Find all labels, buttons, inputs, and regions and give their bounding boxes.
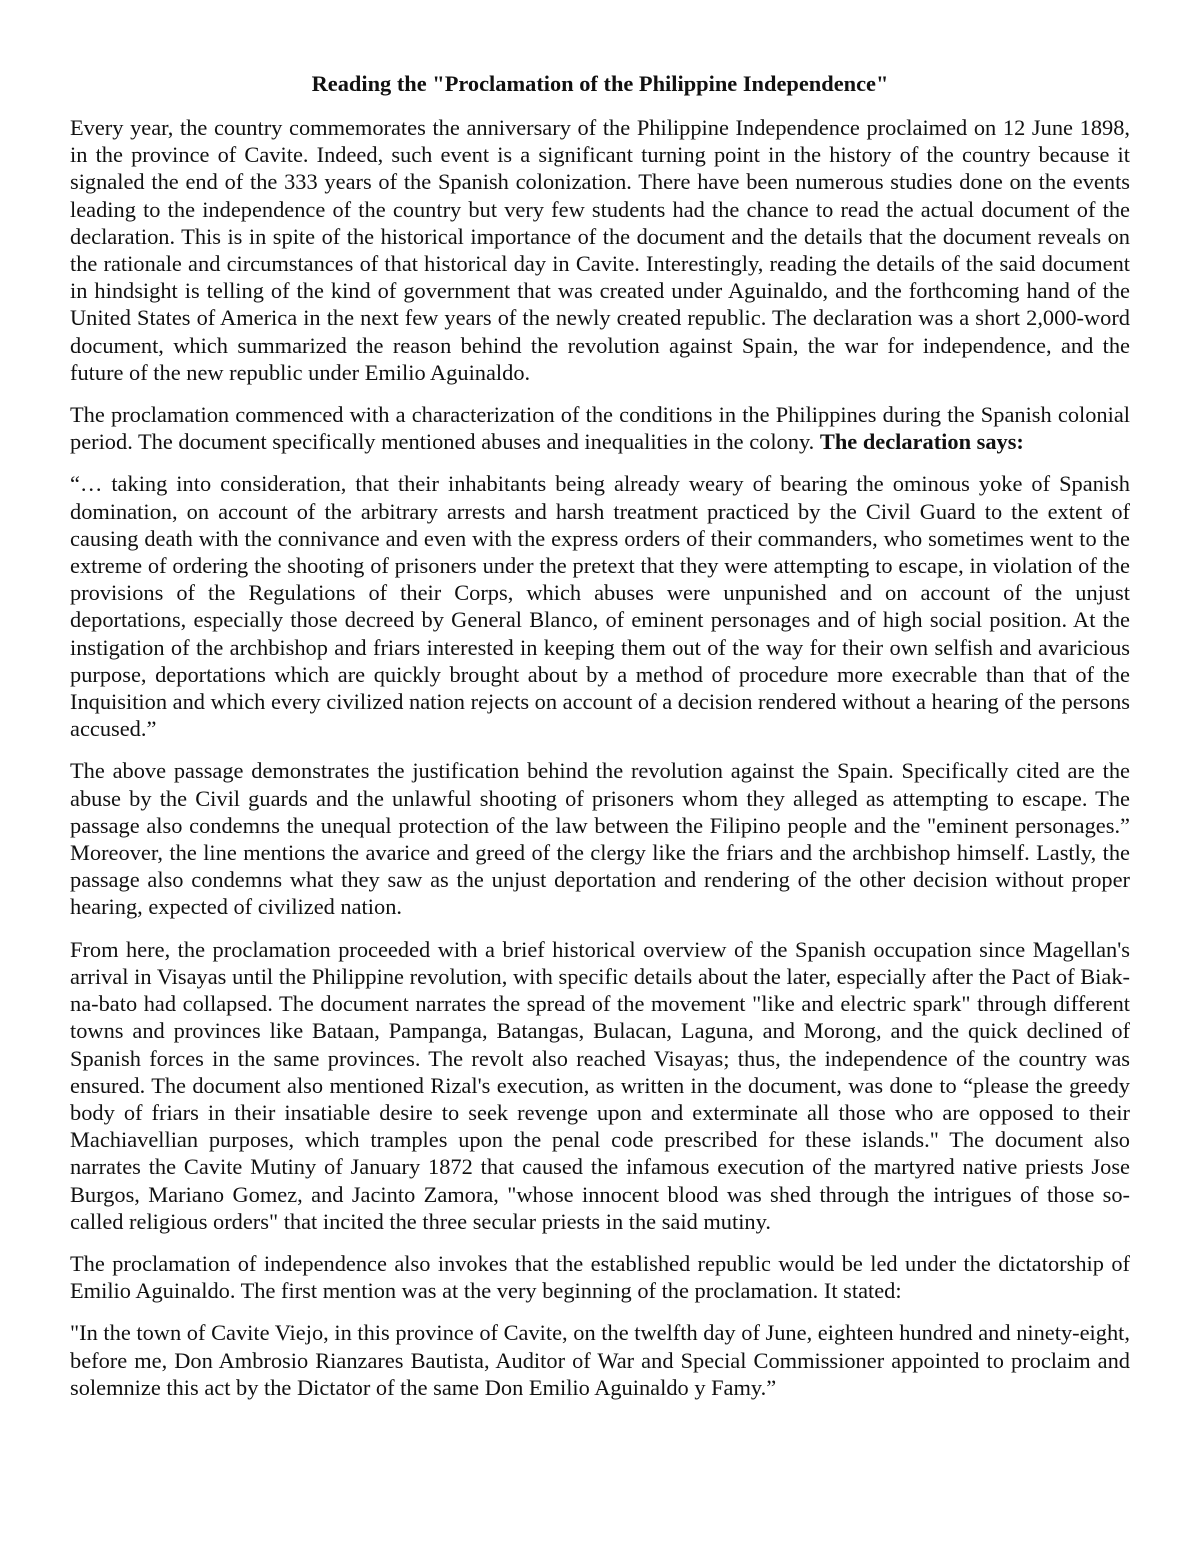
paragraph-quote-cavite-viejo: "In the town of Cavite Viejo, in this province of Cavite, on the twelfth day of June, eighteen hundred and ninety-eight, before me, Don Ambrosio Rianzares Bautista, Auditor of War and Special Commissioner appointed to proclaim and solemnize this act by the Dictator of the same Don Emilio Aguinaldo y Famy.” <box>70 1320 1130 1400</box>
paragraph-intro: Every year, the country commemorates the anniversary of the Philippine Independence proclaimed on 12 June 1898, in the province of Cavite. Indeed, such event is a significant turning point in the history of the country because it signaled the end of the 333 years of the Spanish colonization. There have been numerous studies done on the events leading to the independence of the country but very few students had the chance to read the actual document of the declaration. This is in spite of the historical importance of the document and the details that the document reveals on the rationale and circumstances of that historical day in Cavite. Interestingly, reading the details of the said document in hindsight is telling of the kind of government that was created under Aguinaldo, and the forthcoming hand of the United States of America in the next few years of the newly created republic. The declaration was a short 2,000-word document, which summarized the reason behind the revolution against Spain, the war for independence, and the future of the new republic under Emilio Aguinaldo. <box>70 115 1130 385</box>
paragraph-characterization-text: The proclamation commenced with a characterization of the conditions in the Philippines during the Spanish colonial period. The document specifically mentioned abuses and inequalities in the colony. <box>70 402 1130 455</box>
paragraph-quote-declaration: “… taking into consideration, that their inhabitants being already weary of bearing the ominous yoke of Spanish domination, on account of the arbitrary arrests and harsh treatment practiced by the Civil Guard to the extent of causing death with the connivance and even with the express orders of their commanders, who sometimes went to the extreme of ordering the shooting of prisoners under the pretext that they were attempting to escape, in violation of the provisions of the Regulations of their Corps, which abuses were unpunished and on account of the unjust deportations, especially those decreed by General Blanco, of eminent personages and of high social position. At the instigation of the archbishop and friars interested in keeping them out of the way for their own selfish and avaricious purpose, deportations which are quickly brought about by a method of procedure more execrable than that of the Inquisition and which every civilized nation rejects on account of a decision rendered without a hearing of the persons accused.” <box>70 471 1130 742</box>
paragraph-characterization-bold: The declaration says: <box>819 429 1024 455</box>
paragraph-analysis: The above passage demonstrates the justification behind the revolution against the Spain. Specifically cited are the abuse by the Civil guards and the unlawful shooting of prisoners whom they alleged as attempting to escape. The passage also condemns the unequal protection of the law between the Filipino people and the "eminent personages.” Moreover, the line mentions the avarice and greed of the clergy like the friars and the archbishop himself. Lastly, the passage also condemns what they saw as the unjust deportation and rendering of the other decision without proper hearing, expected of civilized nation. <box>70 758 1130 920</box>
paragraph-characterization <box>70 401 1130 455</box>
document-title: Reading the "Proclamation of the Philippine Independence" <box>311 71 889 96</box>
paragraph-dictatorship: The proclamation of independence also invokes that the established republic would be led under the dictatorship of Emilio Aguinaldo. The first mention was at the very beginning of the proclamation. It stated: <box>70 1250 1130 1304</box>
paragraph-historical-overview: From here, the proclamation proceeded with a brief historical overview of the Spanish occupation since Magellan's arrival in Visayas until the Philippine revolution, with specific details about the later, especially after the Pact of Biak-na-bato had collapsed. The document narrates the spread of the movement "like and electric spark" through different towns and provinces like Bataan, Pampanga, Batangas, Bulacan, Laguna, and Morong, and the quick declined of Spanish forces in the same provinces. The revolt also reached Visayas; thus, the independence of the country was ensured. The document also mentioned Rizal's execution, as written in the document, was done to “please the greedy body of friars in their insatiable desire to seek revenge upon and exterminate all those who are opposed to their Machiavellian purposes, which tramples upon the penal code prescribed for these islands." The document also narrates the Cavite Mutiny of January 1872 that caused the infamous execution of the martyred native priests Jose Burgos, Mariano Gomez, and Jacinto Zamora, "whose innocent blood was shed through the intrigues of those so-called religious orders" that incited the three secular priests in the said mutiny. <box>70 936 1130 1234</box>
document-page <box>70 70 1130 1416</box>
